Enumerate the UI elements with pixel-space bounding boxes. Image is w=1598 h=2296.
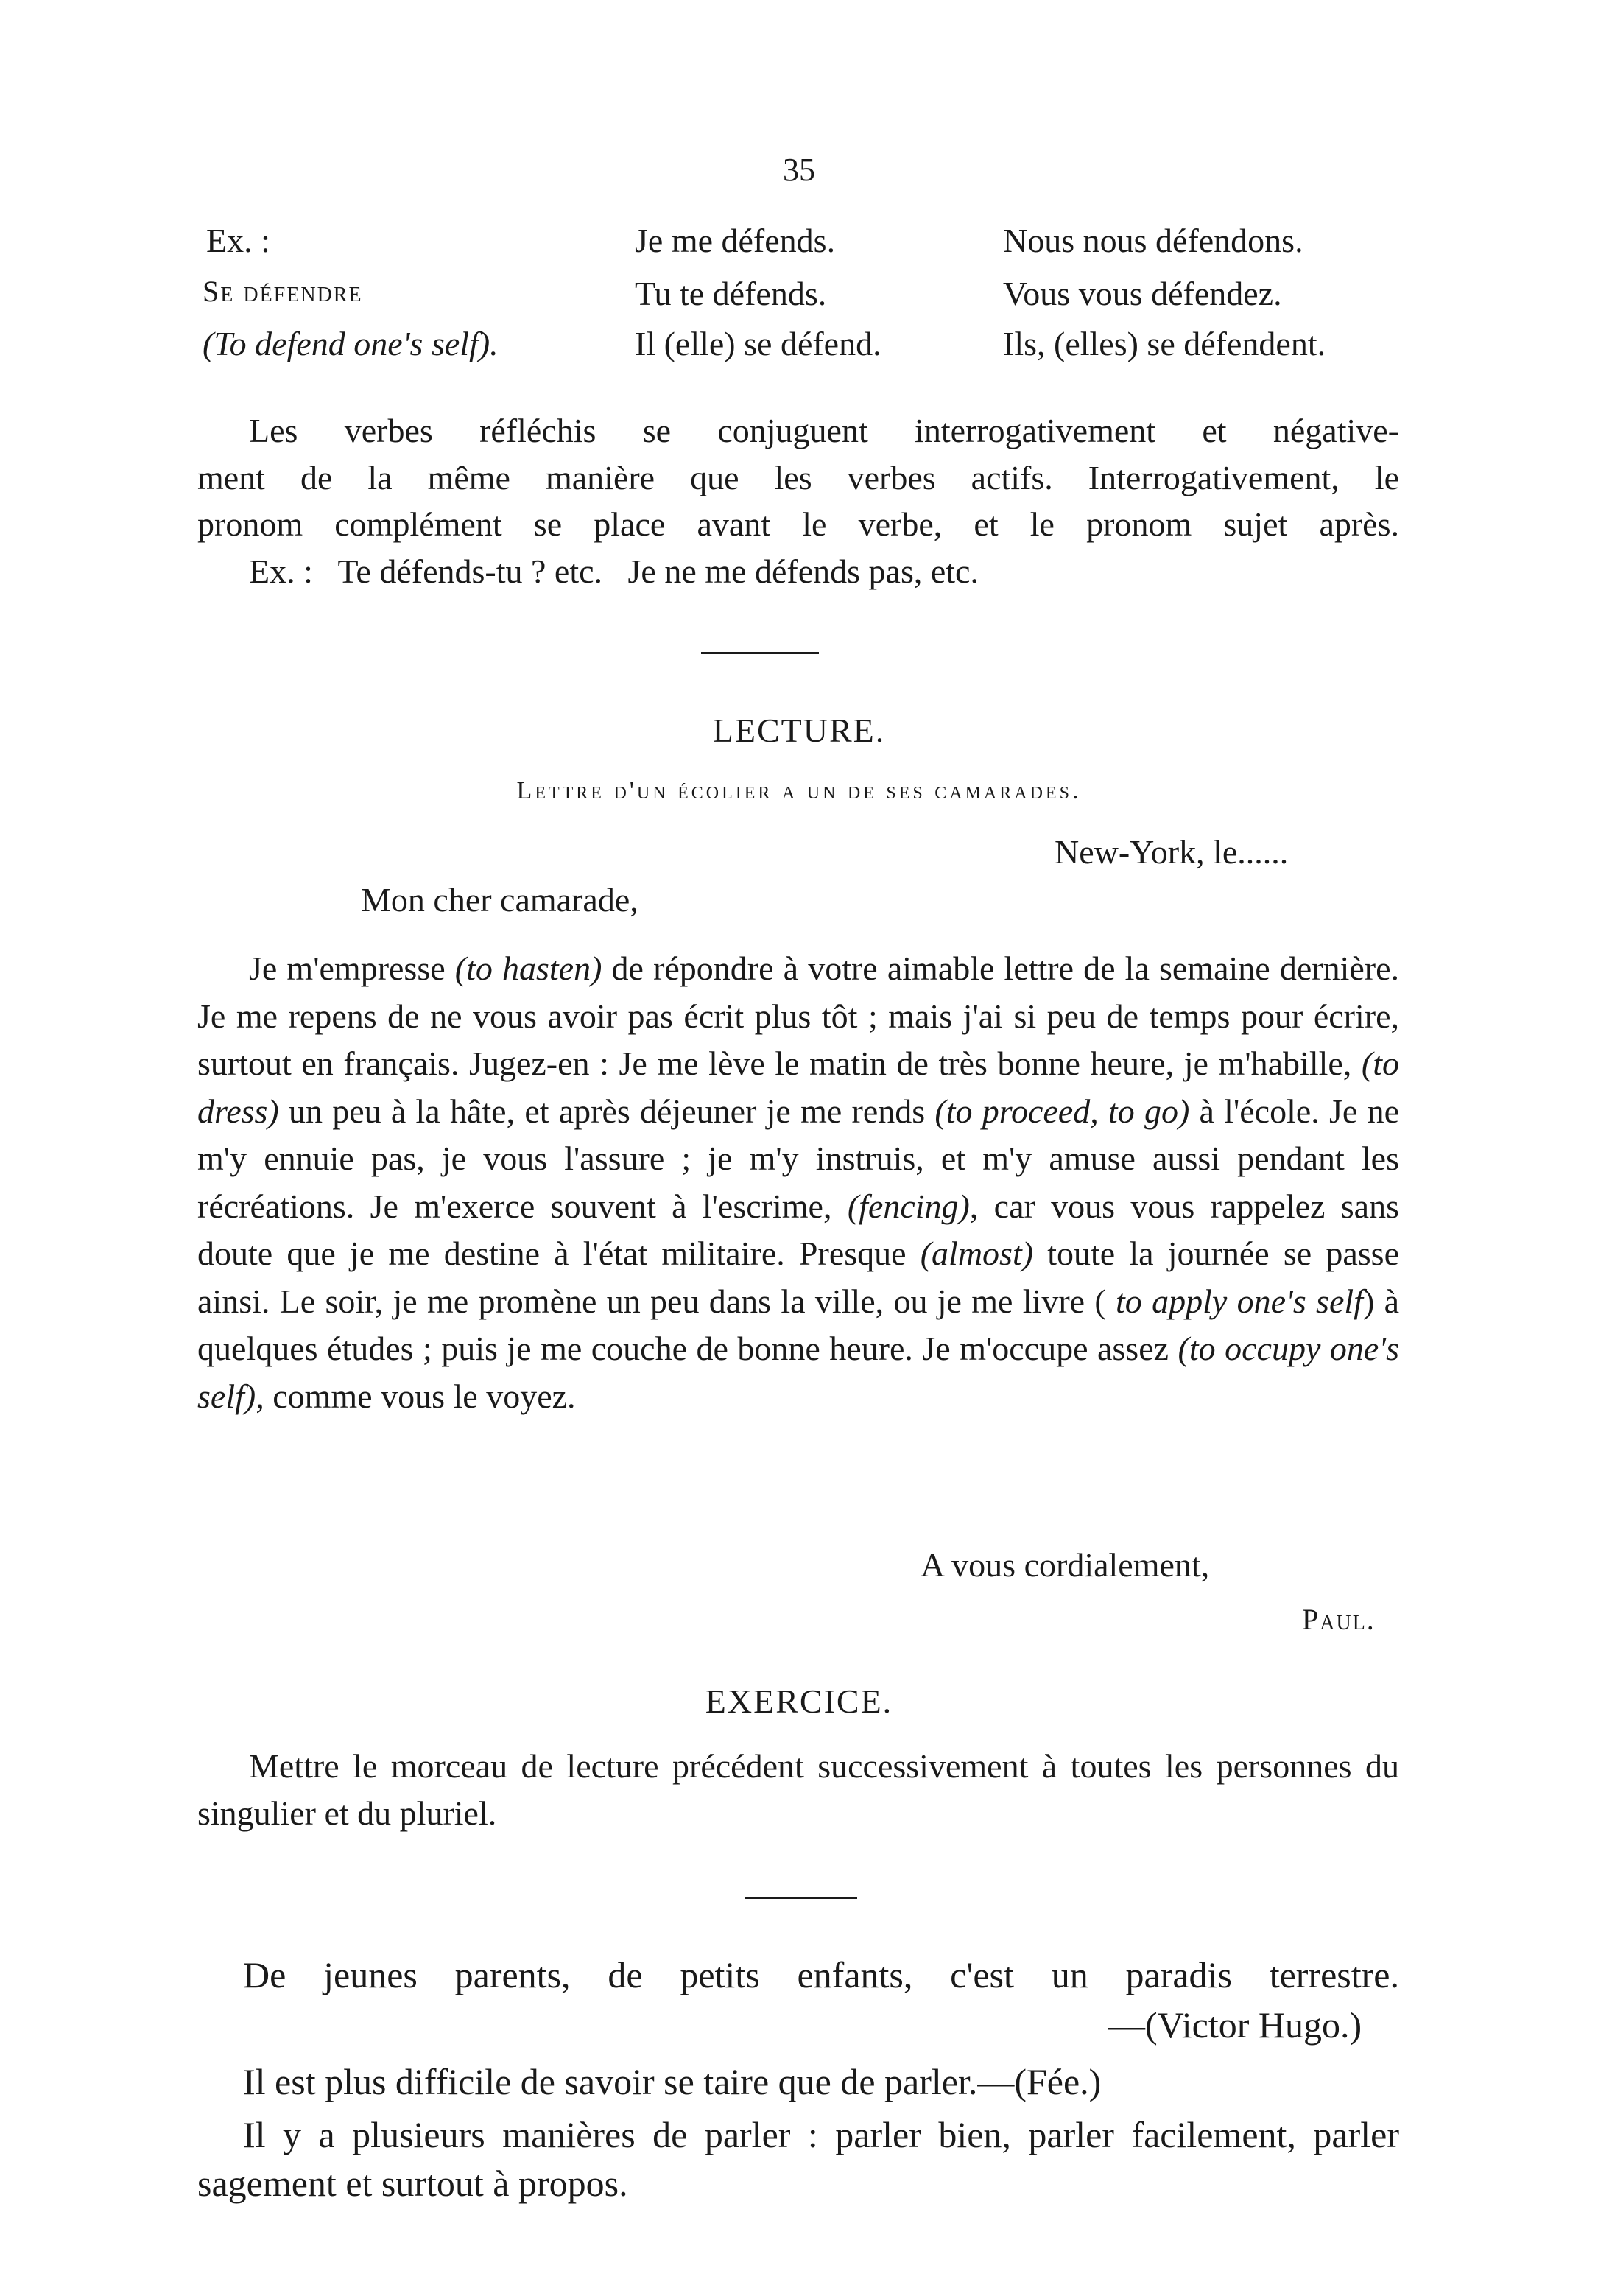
plural-2: Vous vous défendez. (1003, 275, 1282, 312)
letter-gloss: (to dress) (197, 1045, 1399, 1130)
letter-text: à l'école. Je ne m'y ennuie pas, je vous l'assure ; je m'y instruis, et m'y amuse aussi pendant les récréations. Je m'exerce souvent à l'escrime, (197, 1092, 1399, 1225)
singular-1: Je me défends. (635, 222, 836, 259)
rules-example: Ex. : Te défends-tu ? etc. Je ne me défends pas, etc. (249, 552, 979, 590)
page-number: 35 (783, 152, 815, 188)
letter-gloss: (fencing) (847, 1187, 970, 1225)
verb-gloss: (To defend one's self). (203, 325, 499, 362)
divider-1 (701, 652, 819, 654)
letter-body (197, 945, 1399, 1420)
divider-2 (745, 1897, 857, 1899)
example-label: Ex. : (206, 222, 270, 259)
letter-gloss: (to proceed, to go) (934, 1092, 1190, 1130)
lecture-heading: LECTURE. (712, 712, 886, 749)
letter-gloss: (almost) (920, 1235, 1034, 1272)
letter-text: de répondre à votre aimable lettre de la semaine dernière. Je me repens de ne vous avoir pas écrit plus tôt ; mais j'ai si peu de temps pour écrire, surtout en français. Jugez-en : Je me lève le matin de très bonne heure, je m'habille, (197, 949, 1400, 1082)
signature: Paul. (1302, 1603, 1376, 1636)
exercice-text: Mettre le morceau de lecture précédent successivement à toutes les personnes du singulier et du pluriel. (197, 1747, 1399, 1832)
rules-line-3: pronom complément se place avant le verbe, et le pronom sujet après. (197, 505, 1399, 543)
verb-label: Se défendre (203, 275, 363, 308)
closing: A vous cordialement, (921, 1546, 1210, 1584)
plural-1: Nous nous défendons. (1003, 222, 1303, 259)
letter-gloss: (to hasten) (454, 949, 602, 987)
lecture-subheading: Lettre d'un écolier a un de ses camarades. (516, 777, 1082, 804)
letter-gloss: to apply one's self (1116, 1282, 1363, 1320)
letter-gloss: (to occupy one's self) (197, 1330, 1399, 1415)
rules-line-2: ment de la même manière que les verbes actifs. Interrogativement, le (197, 458, 1399, 496)
rules-line-1: Les verbes réfléchis se conjuguent interrogativement et négative- (249, 412, 1399, 449)
salutation: Mon cher camarade, (361, 881, 638, 919)
letter-text: , comme vous le voyez. (256, 1377, 576, 1415)
singular-2: Tu te défends. (635, 275, 827, 312)
quote-3-text: Il y a plusieurs manières de parler : parler bien, parler facilement, parler sagement et surtout à propos. (197, 2114, 1399, 2204)
letter-text: ) à quelques études ; puis je me couche de bonne heure. Je m'occupe assez (197, 1282, 1399, 1367)
exercice-heading: EXERCICE. (705, 1682, 893, 1720)
place-date: New-York, le...... (1055, 833, 1289, 871)
singular-3: Il (elle) se défend. (635, 325, 881, 362)
quote-2: Il est plus difficile de savoir se taire que de parler.—(Fée.) (243, 2061, 1102, 2102)
quote-1: De jeunes parents, de petits enfants, c'est un paradis terrestre. (243, 1954, 1399, 1995)
letter-text: , car vous vous rappelez sans doute que je me destine à l'état militaire. Presque (197, 1187, 1399, 1272)
quote-1-attribution: —(Victor Hugo.) (1108, 2004, 1362, 2046)
letter-text: Je m'empresse (249, 949, 455, 987)
rules-paragraph (197, 407, 1399, 594)
plural-3: Ils, (elles) se défendent. (1003, 325, 1326, 362)
letter-text: un peu à la hâte, et après déjeuner je me rends (278, 1092, 935, 1130)
quote-3 (197, 2110, 1399, 2208)
letter-text: toute la journée se passe ainsi. Le soir, je me promène un peu dans la ville, ou je me livre ( (197, 1235, 1400, 1320)
